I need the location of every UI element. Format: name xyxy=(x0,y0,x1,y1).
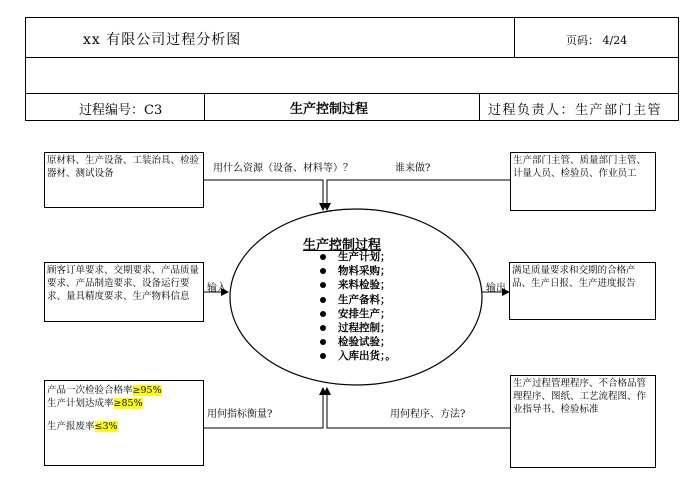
method-question: 用何程序、方法? xyxy=(390,409,466,420)
indicator-plan-value: ≥85% xyxy=(113,398,143,409)
resources-connector xyxy=(204,180,323,210)
indicator-first-pass-rate: 产品一次检验合格率≥95% xyxy=(47,385,162,396)
process-step: 来料检验； xyxy=(320,278,396,292)
methods-box: 生产过程管理程序、不合格品管理程序、图纸、工艺流程图、作业指导书、检验标准 xyxy=(510,375,656,468)
inputs-box: 顾客订单要求、交期要求、产品质量要求、产品制造要求、设备运行要求、量具精度要求、生产物料信息 xyxy=(44,262,204,322)
process-step: 检验试验； xyxy=(320,335,396,349)
process-step: 入库出货；。 xyxy=(320,349,396,363)
indicators-box xyxy=(44,380,204,466)
process-number: 过程编号：C3 xyxy=(79,103,163,118)
output-label: 输出 xyxy=(486,283,506,294)
bullet-icon xyxy=(320,268,326,274)
indicator-scrap-rate: 生产报废率≤3% xyxy=(47,421,118,432)
process-steps xyxy=(320,250,396,364)
bullet-icon xyxy=(320,339,326,345)
who-box: 生产部门主管、质量部门主管、计量人员、检验员、作业员工 xyxy=(510,152,656,211)
process-step: 生产计划； xyxy=(320,250,396,264)
input-label: 输入 xyxy=(207,283,227,294)
ellipse-title: 生产控制过程 xyxy=(303,238,382,253)
indicator-question: 用何指标衡量? xyxy=(207,409,273,420)
who-question: 谁来做? xyxy=(395,163,431,174)
bullet-icon xyxy=(320,254,326,260)
process-owner: 过程负责人：生产部门主管 xyxy=(488,103,663,118)
outputs-box: 满足质量要求和交期的合格产品、生产日报、生产进度报告 xyxy=(509,262,656,320)
process-step: 物料采购； xyxy=(320,264,396,278)
indicator-scrap-value: ≤3% xyxy=(94,421,118,432)
indicator-first-pass-value: ≥95% xyxy=(132,385,162,396)
resources-box: 原材料、生产设备、工装治具、检验器材、测试设备 xyxy=(44,152,204,208)
bullet-icon xyxy=(320,282,326,288)
bullet-icon xyxy=(320,311,326,317)
process-step: 安排生产； xyxy=(320,307,396,321)
bullet-icon xyxy=(320,353,326,359)
bullet-icon xyxy=(320,325,326,331)
page-title: xx 有限公司过程分析图 xyxy=(83,32,242,48)
page-number: 页码： 4/24 xyxy=(566,34,628,47)
indicator-plan-rate: 生产计划达成率≥85% xyxy=(47,398,143,409)
process-step: 生产备料； xyxy=(320,293,396,307)
process-step: 过程控制； xyxy=(320,321,396,335)
process-name: 生产控制过程 xyxy=(290,102,369,117)
who-connector xyxy=(327,180,510,210)
bullet-icon xyxy=(320,297,326,303)
resources-question: 用什么资源（设备、材料等）？ xyxy=(213,163,353,174)
